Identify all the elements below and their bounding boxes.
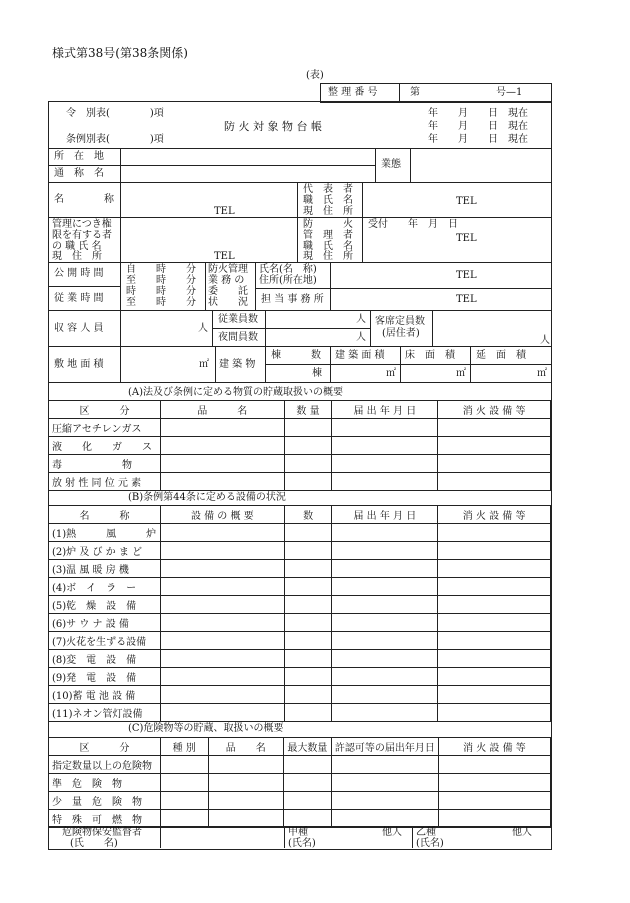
- table-row: [49, 774, 551, 792]
- a-header-suryo: 数 量: [284, 401, 332, 419]
- seiri-label: 整 理 番 号: [328, 87, 378, 98]
- a-row-label: 毒 物: [49, 455, 161, 473]
- label-kanri-2: 限を有する者: [52, 230, 112, 241]
- itaku-2: 業 務 の: [208, 275, 245, 286]
- a-row-label: 液 化 ガ ス: [49, 437, 161, 455]
- b-row-label: (2)炉 及 び か ま ど: [49, 542, 161, 560]
- nin-kyakuseki: 人: [540, 335, 550, 346]
- tel-itaku: TEL: [456, 270, 477, 281]
- jourei-betsuhyo: 条例別表( )項: [66, 134, 164, 145]
- label-shozaichi: 所 在 地: [54, 151, 104, 162]
- m2-nobe: ㎡: [537, 368, 547, 379]
- label-kou: 甲種: [288, 827, 308, 838]
- date-now-1: 年 月 日 現在: [428, 108, 528, 119]
- c-header-shubetsu: 種 別: [160, 738, 208, 756]
- label-bouka-3: 職 氏 名: [303, 241, 353, 252]
- label-otsu: 乙種: [416, 827, 436, 838]
- table-row: [49, 810, 551, 828]
- label-yuka-menseki: 床 面 積: [405, 350, 455, 361]
- label-bouka-4: 現 住 所: [303, 251, 353, 262]
- table-row: [49, 542, 551, 560]
- c-header-kubun: 区 分: [49, 738, 161, 756]
- label-bouka-2: 管 理 者: [303, 230, 353, 241]
- b-row-label: (1)熱 風 炉: [49, 524, 161, 542]
- tel-meisho: TEL: [214, 206, 235, 217]
- itaku-jusho: 住所(所在地): [259, 275, 317, 286]
- a-header-kubun: 区 分: [49, 401, 161, 419]
- table-row: [49, 632, 551, 650]
- table-row: [49, 578, 551, 596]
- seiri-dai: 第: [410, 87, 420, 98]
- label-kenchikubutsu: 建 築 物: [219, 359, 256, 370]
- label-kanrisha: 危険物保安監督者: [62, 827, 142, 838]
- itaku-3: 委 託: [208, 286, 248, 297]
- b-row-label: (3)温 風 暖 房 機: [49, 560, 161, 578]
- tel-kanri: TEL: [214, 251, 235, 262]
- label-kyakuseki: 客席定員数: [375, 316, 425, 327]
- a-row-label: 圧縮アセチレンガス: [49, 419, 161, 437]
- nin-shuyo: 人: [198, 323, 208, 334]
- c-header-hinmei: 品 名: [208, 738, 283, 756]
- b-row-label: (10)蓄 電 池 設 備: [49, 686, 161, 704]
- b-header-meisho: 名 称: [49, 506, 161, 524]
- label-kanri-4: 現 住 所: [52, 251, 102, 262]
- label-daihyosha-3: 現 住 所: [303, 206, 353, 217]
- c-row-label: 特 殊 可 燃 物: [49, 810, 161, 828]
- label-daihyosha-1: 代 表 者: [303, 184, 353, 195]
- label-kanri-3: の 職 氏 名: [52, 241, 102, 252]
- b-row-label: (4)ボ イ ラ ー: [49, 578, 161, 596]
- itaku-1: 防火管理: [208, 264, 248, 275]
- nin-jugyoin: 人: [356, 314, 366, 325]
- label-kanrisha-shimei: (氏 名): [70, 838, 118, 849]
- section-b-title: (B)条例第44条に定める設備の状況: [128, 492, 286, 503]
- m2-shikichi: ㎡: [199, 359, 209, 370]
- hours-1: 自 時 分: [126, 264, 196, 275]
- tanin-kou: 他人: [382, 827, 402, 838]
- b-row-label: (6)サ ウ ナ 設 備: [49, 614, 161, 632]
- label-shuyo: 収 容 人 員: [54, 323, 104, 334]
- section-c-title: (C)危険物等の貯蔵、取扱いの概要: [128, 723, 284, 734]
- label-nobe-menseki: 延 面 積: [476, 350, 526, 361]
- a-row-label: 放 射 性 同 位 元 素: [49, 473, 161, 491]
- section-b-table: [48, 505, 551, 722]
- label-jugyo: 従 業 時 間: [54, 293, 104, 304]
- a-header-todokede: 届 出 年 月 日: [332, 401, 438, 419]
- label-tanto: 担 当 事 務 所: [261, 294, 324, 305]
- b-row-label: (7)火花を生ずる設備: [49, 632, 161, 650]
- side-label: (表): [306, 70, 324, 81]
- table-row: [49, 704, 551, 722]
- table-row: [49, 596, 551, 614]
- tel-daihyosha: TEL: [456, 196, 477, 207]
- tel-bouka: TEL: [456, 233, 477, 244]
- form-number: 様式第38号(第38条関係): [52, 46, 188, 60]
- label-kyojusha: (居住者): [382, 328, 420, 339]
- m2-yuka: ㎡: [456, 368, 466, 379]
- label-tsusho: 通 称 名: [54, 168, 104, 179]
- hours-4: 至 時 分: [126, 297, 196, 308]
- table-row: [49, 650, 551, 668]
- tanin-otsu: 他人: [512, 827, 532, 838]
- section-a-table: [48, 400, 551, 491]
- c-header-kyoninka: 許認可等の届出年月日: [331, 738, 438, 756]
- b-header-shoka: 消 火 設 備 等: [438, 506, 551, 524]
- uketsuke-date: 受付 年 月 日: [368, 219, 458, 230]
- c-row-label: 指定数量以上の危険物: [49, 756, 161, 774]
- b-header-todokede: 届 出 年 月 日: [332, 506, 438, 524]
- table-row: [49, 756, 551, 774]
- table-row: [49, 473, 551, 491]
- b-row-label: (8)変 電 設 備: [49, 650, 161, 668]
- itaku-4: 状 況: [208, 297, 248, 308]
- b-row-label: (5)乾 燥 設 備: [49, 596, 161, 614]
- b-row-label: (9)発 電 設 備: [49, 668, 161, 686]
- seiri-go: 号—1: [496, 87, 523, 98]
- table-row: [49, 686, 551, 704]
- mune-unit: 棟: [312, 368, 322, 379]
- table-row: [49, 668, 551, 686]
- c-header-saidai: 最大数量: [283, 738, 331, 756]
- label-gyotai: 業態: [381, 159, 401, 170]
- date-now-2: 年 月 日 現在: [428, 121, 528, 132]
- label-otsu-shimei: (氏名): [416, 838, 444, 849]
- m2-kenchiku: ㎡: [386, 368, 396, 379]
- table-row: [49, 524, 551, 542]
- label-kenchiku-menseki: 建 築 面 積: [335, 350, 385, 361]
- date-now-3: 年 月 日 現在: [428, 134, 528, 145]
- itaku-shimei: 氏名(名 称): [259, 264, 317, 275]
- ledger-title: 防 火 対 象 物 台 帳: [224, 120, 322, 133]
- section-c-table: [48, 737, 551, 828]
- label-kanri-1: 管理につき権: [52, 219, 112, 230]
- label-shikichi: 敷 地 面 積: [54, 359, 104, 370]
- rei-betsuhyo: 令 別表( )項: [66, 108, 164, 119]
- table-row: [49, 560, 551, 578]
- c-row-label: 準 危 険 物: [49, 774, 161, 792]
- b-row-label: (11)ネオン管灯設備: [49, 704, 161, 722]
- table-row: [49, 437, 551, 455]
- b-header-su: 数: [284, 506, 332, 524]
- c-row-label: 少 量 危 険 物: [49, 792, 161, 810]
- a-header-hinmei: 品 名: [160, 401, 284, 419]
- label-daihyosha-2: 職 氏 名: [303, 195, 353, 206]
- table-row: [49, 792, 551, 810]
- section-a-title: (A)法及び条例に定める物質の貯蔵取扱いの概要: [128, 387, 344, 398]
- label-kou-shimei: (氏名): [288, 838, 316, 849]
- b-header-gaiyo: 設 備 の 概 要: [160, 506, 284, 524]
- table-row: [49, 419, 551, 437]
- label-kokai: 公 開 時 間: [54, 268, 104, 279]
- label-yakan: 夜間員数: [218, 332, 258, 343]
- c-header-shoka: 消 火 設 備 等: [438, 738, 550, 756]
- nin-yakan: 人: [356, 332, 366, 343]
- table-row: [49, 455, 551, 473]
- label-meisho: 名 称: [54, 194, 114, 205]
- tel-tanto: TEL: [456, 294, 477, 305]
- label-bouka-1: 防 火: [303, 219, 353, 230]
- hours-2: 至 時 分: [126, 275, 196, 286]
- a-header-shoka: 消 火 設 備 等: [438, 401, 551, 419]
- hours-3: 時 時 分: [126, 286, 196, 297]
- table-row: [49, 614, 551, 632]
- label-jugyoin: 従業員数: [218, 314, 258, 325]
- label-mune-su: 棟 数: [271, 350, 321, 361]
